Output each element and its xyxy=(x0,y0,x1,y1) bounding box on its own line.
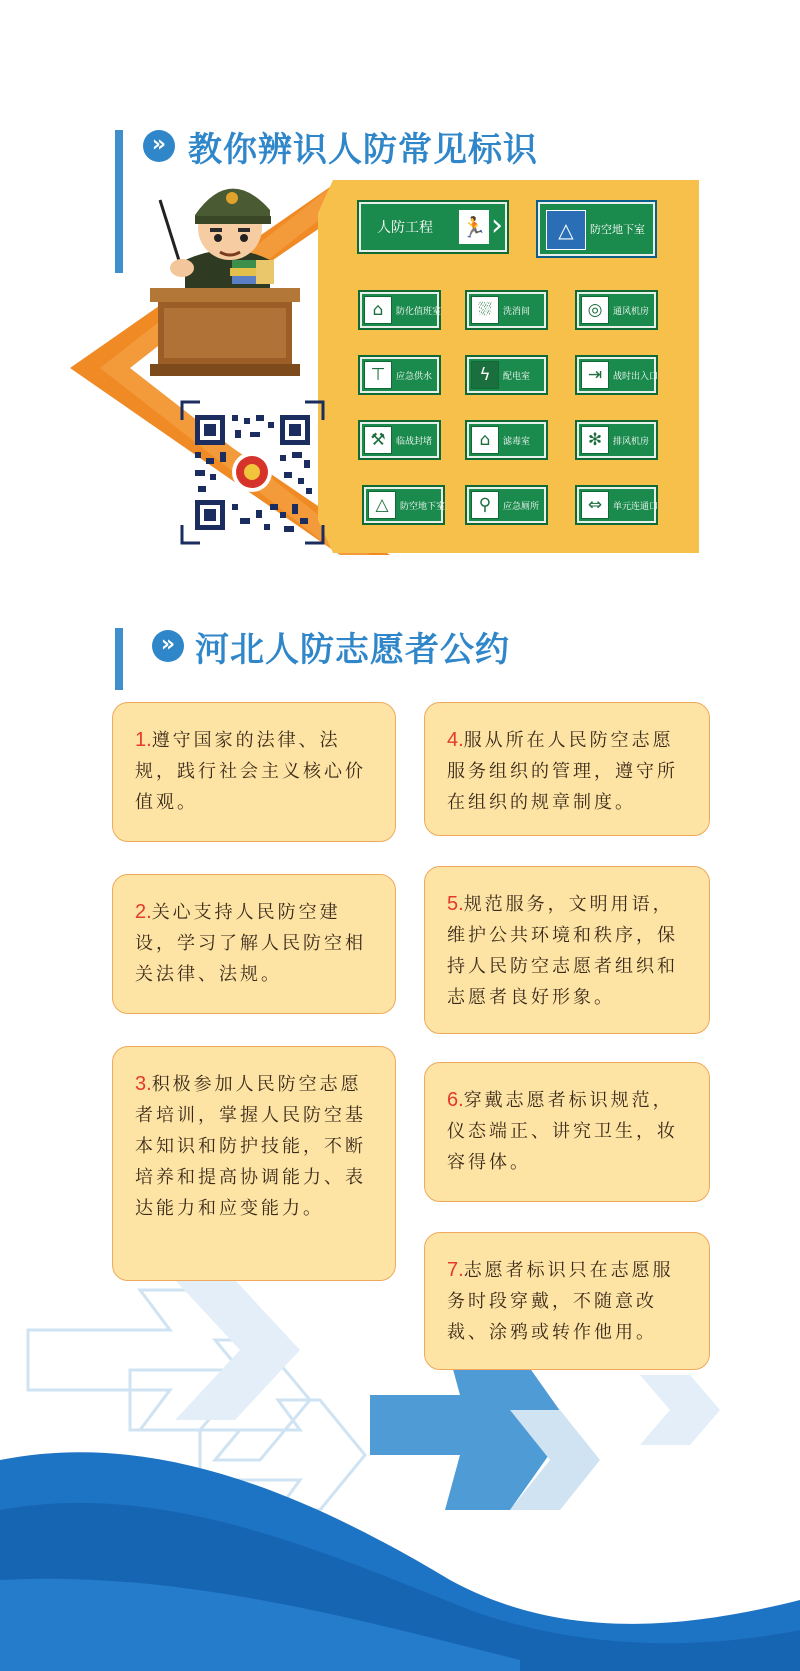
section1-title: 教你辨识人防常见标识 xyxy=(188,130,538,170)
rule-number: 2. xyxy=(135,901,152,923)
running-exit-icon: 🏃 xyxy=(459,210,489,244)
section2-accent-bar xyxy=(115,628,123,690)
shower-icon: ⛆ xyxy=(471,296,499,324)
sign-wartime-blocking xyxy=(358,420,441,460)
rule-1 xyxy=(112,702,396,842)
rule-text: 遵守国家的法律、法规，践行社会主义核心价值观。 xyxy=(135,730,366,813)
sign-wash-room xyxy=(465,290,548,330)
exit-door-icon: ⇥ xyxy=(581,361,609,389)
sign-label: 防空地下室 xyxy=(400,501,446,512)
sign-filter-room xyxy=(465,420,548,460)
rule-text: 关心支持人民防空建设，学习了解人民防空相关法律、法规。 xyxy=(135,902,366,985)
shelter-icon: △ xyxy=(546,210,586,250)
rule-text: 穿戴志愿者标识规范，仪态端正、讲究卫生，妆容得体。 xyxy=(447,1090,678,1173)
filter-icon: ⌂ xyxy=(471,426,499,454)
rule-2 xyxy=(112,874,396,1014)
rule-number: 4. xyxy=(447,729,464,751)
restroom-icon: ⚲ xyxy=(471,491,499,519)
chevron-right-icon: › xyxy=(491,208,503,243)
rule-6 xyxy=(424,1062,710,1202)
rule-number: 7. xyxy=(447,1259,464,1281)
rule-5 xyxy=(424,866,710,1034)
sign-label: 战时出入口 xyxy=(613,371,659,382)
sign-label: 单元连通口 xyxy=(613,501,659,512)
shelter-icon: △ xyxy=(368,491,396,519)
sign-civil-defense-project xyxy=(357,200,509,254)
rule-number: 1. xyxy=(135,729,152,751)
rule-number: 5. xyxy=(447,893,464,915)
rule-text: 服从所在人民防空志愿服务组织的管理，遵守所在组织的规章制度。 xyxy=(447,730,678,813)
rule-text: 志愿者标识只在志愿服务时段穿戴，不随意改裁、涂鸦或转作他用。 xyxy=(447,1260,674,1343)
sign-emergency-water xyxy=(358,355,441,395)
rule-text: 规范服务，文明用语，维护公共环境和秩序，保持人民防空志愿者组织和志愿者良好形象。 xyxy=(447,894,678,1008)
sign-label: 应急供水 xyxy=(396,371,433,382)
sign-air-defense-basement xyxy=(362,485,445,525)
soldier-mascot-illustration xyxy=(140,160,320,390)
sign-ventilation-room xyxy=(575,290,658,330)
rule-number: 6. xyxy=(447,1089,464,1111)
rule-3 xyxy=(112,1046,396,1281)
sign-power-room xyxy=(465,355,548,395)
sign-label: 滤毒室 xyxy=(503,436,531,447)
worker-icon: ⚒ xyxy=(364,426,392,454)
sign-label: 排风机房 xyxy=(613,436,650,447)
sign-label: 洗消间 xyxy=(503,306,531,317)
sign-emergency-restroom xyxy=(465,485,548,525)
double-chevron-icon: » xyxy=(152,630,184,662)
exhaust-fan-icon: ✻ xyxy=(581,426,609,454)
faucet-icon: ⊤ xyxy=(364,361,392,389)
sign-label: 防化值班室 xyxy=(396,306,442,317)
house-icon: ⌂ xyxy=(364,296,392,324)
lightning-icon: ϟ xyxy=(471,361,499,389)
sign-decon-duty-room xyxy=(358,290,441,330)
sign-wartime-entrance xyxy=(575,355,658,395)
sign-label: 应急厕所 xyxy=(503,501,540,512)
sign-exhaust-room xyxy=(575,420,658,460)
rule-number: 3. xyxy=(135,1073,152,1095)
qr-code-icon xyxy=(180,400,325,545)
sign-label: 配电室 xyxy=(503,371,531,382)
rule-text: 积极参加人民防空志愿者培训，掌握人民防空基本知识和防护技能，不断培养和提高协调能力、表达能力和应变能力。 xyxy=(135,1074,366,1219)
fan-icon: ◎ xyxy=(581,296,609,324)
rule-4 xyxy=(424,702,710,836)
sign-air-defense-basement-large xyxy=(536,200,657,258)
section2-title: 河北人防志愿者公约 xyxy=(195,630,510,670)
double-chevron-icon: » xyxy=(143,130,175,162)
qr-code-frame xyxy=(180,400,325,545)
sign-label: 人防工程 xyxy=(377,220,433,236)
sign-label: 通风机房 xyxy=(613,306,650,317)
sign-label: 临战封堵 xyxy=(396,436,433,447)
sign-label: 防空地下室 xyxy=(590,223,645,236)
connection-icon: ⇔ xyxy=(581,491,609,519)
rule-7 xyxy=(424,1232,710,1370)
sign-unit-connection xyxy=(575,485,658,525)
